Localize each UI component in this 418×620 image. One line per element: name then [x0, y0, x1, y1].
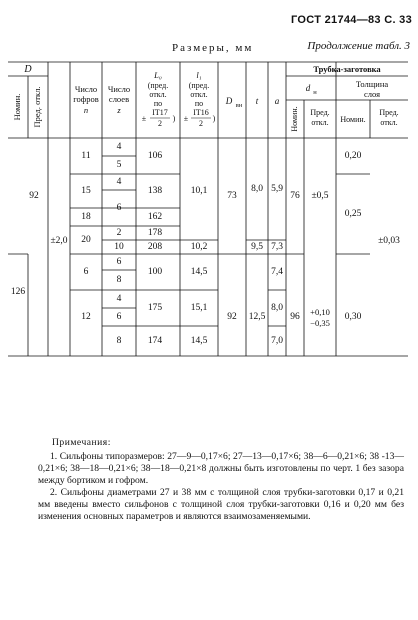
col-dn-nomin: Номин. [289, 106, 299, 132]
col-a-header: a [274, 96, 280, 106]
cell-l1: 14,5 [190, 267, 208, 278]
cell-dn-96: 96 [290, 312, 300, 323]
cell-sloi-tolerance: ±0,03 [378, 236, 400, 247]
cell-t-12-5: 12,5 [248, 312, 266, 323]
col-l1-it: IT16 [193, 108, 209, 117]
cell-l1: 10,1 [190, 186, 208, 197]
cell-z: 4 [116, 142, 122, 153]
col-tol-nomin: Номин. [340, 115, 366, 124]
col-L0-symbol: L₀ [154, 70, 162, 80]
cell-L0: 138 [147, 186, 163, 197]
cell-l1: 14,5 [190, 336, 208, 347]
cell-z: 4 [116, 294, 122, 305]
cell-Dvn-73: 73 [227, 191, 237, 202]
cell-L0: 100 [147, 267, 163, 278]
col-L0-line2: откл. [149, 90, 167, 99]
col-L0-paren: ) [172, 114, 176, 123]
col-L0-div: 2 [158, 119, 162, 128]
col-Dvn-sub: вн [235, 102, 243, 109]
col-L0-line1: (пред. [147, 81, 169, 90]
col-D-pred-otkl: Пред. откл. [31, 86, 42, 128]
col-l1-symbol: l₁ [196, 70, 202, 80]
cell-n-11: 11 [81, 151, 91, 162]
note-1: 1. Сильфоны типоразмеров: 27—9—0,17×6; 27—13—0,17×6; 38—6—0,21×6; 38 -13—0,21×6; 38—18—0,21×6; 38—18—0,21×8 должны быть изготовлены по черт. 1 без зазора между бортиком и гофром. [38, 451, 404, 486]
col-dn-pred-line1: Пред. [310, 108, 330, 117]
col-l1-line2: откл. [190, 90, 208, 99]
cell-n-6: 6 [83, 267, 89, 278]
cell-dn-76: 76 [290, 191, 300, 202]
cell-z: 10 [114, 242, 124, 253]
cell-dn-tolerance-1: ±0,5 [311, 191, 329, 202]
cell-z: 8 [116, 275, 122, 286]
cell-z: 6 [116, 257, 122, 268]
col-n-symbol: n [83, 105, 89, 115]
col-trubka-header: Трубка-заготовка [313, 64, 381, 74]
cell-a-8-0: 8,0 [271, 303, 283, 314]
col-dn-symbol: d [305, 83, 311, 93]
cell-a-7-4: 7,4 [271, 267, 283, 278]
cell-L0: 106 [147, 151, 163, 162]
cell-L0: 208 [147, 242, 163, 253]
cell-sloi-0-30: 0,30 [344, 312, 362, 323]
cell-t-9-5: 9,5 [251, 242, 263, 253]
cell-L0: 178 [147, 228, 163, 239]
col-dn-pred-line2: откл. [311, 118, 329, 127]
col-tol-pred-line2: откл. [380, 118, 398, 127]
col-l1-div: 2 [199, 119, 203, 128]
cell-L0: 162 [147, 212, 163, 223]
notes-title: Примечания: [52, 437, 111, 448]
cell-dn-tolerance-2-upper: +0,10 [310, 306, 330, 317]
col-D-nomin: Номин. [11, 93, 22, 121]
cell-a-7-3: 7,3 [271, 242, 283, 253]
cell-n-15: 15 [81, 186, 91, 197]
cell-z: 2 [116, 228, 122, 239]
col-n-line2: гофров [73, 94, 99, 104]
cell-D-92: 92 [29, 191, 39, 202]
cell-L0: 174 [147, 336, 163, 347]
cell-D-126: 126 [10, 287, 26, 298]
col-dn-sub: н [313, 89, 317, 96]
cell-z: 6 [116, 312, 122, 323]
col-L0-pm: ± [141, 114, 147, 123]
table-continuation-caption: Продолжение табл. 3 [307, 40, 410, 52]
document-code-header: ГОСТ 21744—83 С. 33 [291, 14, 412, 26]
cell-sloi-0-20: 0,20 [344, 151, 362, 162]
cell-n-18: 18 [81, 212, 91, 223]
col-t-header: t [255, 96, 259, 106]
cell-z: 6 [116, 203, 122, 214]
col-tolshchina-line2: слоя [363, 89, 381, 99]
notes-block [38, 437, 404, 523]
col-D-header: D [24, 64, 32, 75]
col-z-line1: Число [107, 84, 131, 94]
cell-dn-tolerance-2-lower: −0,35 [310, 317, 330, 328]
cell-n-12: 12 [81, 312, 91, 323]
cell-L0: 175 [147, 303, 163, 314]
col-tolshchina-line1: Толщина [355, 79, 389, 89]
col-z-line2: слоев [108, 94, 130, 104]
table-units-caption: Размеры, мм [172, 42, 254, 54]
cell-l1: 15,1 [190, 303, 208, 314]
col-z-symbol: z [117, 105, 121, 115]
col-l1-line1: (пред. [188, 81, 210, 90]
cell-l1: 10,2 [190, 242, 208, 253]
cell-a-7-0: 7,0 [271, 336, 283, 347]
cell-a-5-9: 5,9 [271, 184, 283, 195]
col-Dvn-symbol: D [225, 96, 233, 106]
cell-sloi-0-25: 0,25 [344, 209, 362, 220]
col-l1-pm: ± [183, 114, 189, 123]
col-tol-pred-line1: Пред. [379, 108, 399, 117]
col-L0-it: IT17 [152, 108, 168, 117]
cell-z: 5 [116, 160, 122, 171]
cell-z: 4 [116, 177, 122, 188]
col-l1-line3: по [194, 99, 204, 108]
note-2: 2. Сильфоны диаметрами 27 и 38 мм с толщиной слоя трубки-заготовки 0,17 и 0,21 мм введены вместо сильфонов с толщиной слоя трубки-заготовки 0,16 и 0,20 мм без изменения основных параметров и являются взаимозаменяемыми. [38, 487, 404, 522]
col-l1-paren: ) [212, 114, 216, 123]
cell-Dvn-92: 92 [227, 312, 237, 323]
cell-n-20: 20 [81, 235, 91, 246]
cell-D-tolerance: ±2,0 [50, 236, 68, 247]
cell-t-8-0: 8,0 [251, 184, 263, 195]
cell-z: 8 [116, 336, 122, 347]
col-n-line1: Число [74, 84, 98, 94]
col-L0-line3: по [153, 99, 163, 108]
